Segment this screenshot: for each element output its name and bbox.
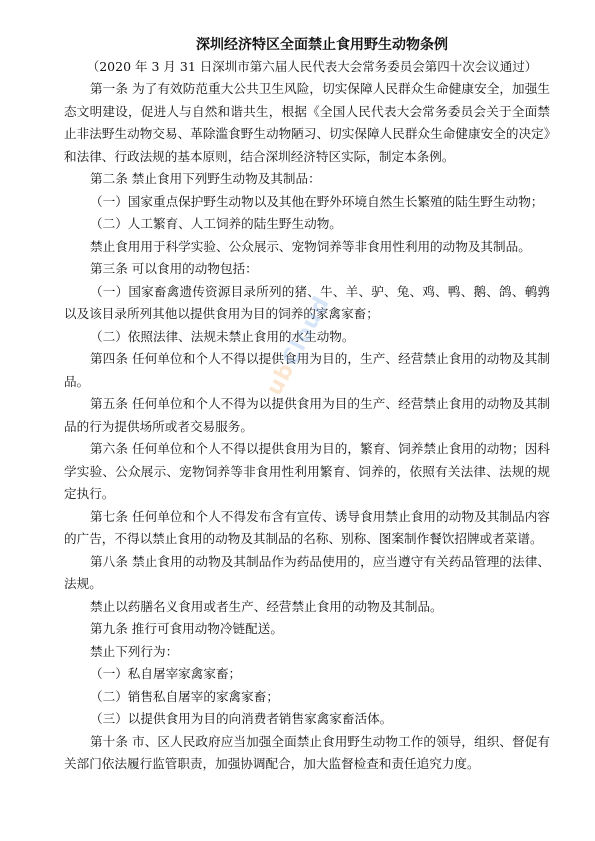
article-5: 第五条 任何单位和个人不得为以提供食用为目的生产、经营禁止食用的动物及其制品的行为提供场所或者交易服务。 <box>64 396 550 434</box>
watermark-text-a: ub <box>262 358 300 400</box>
article-2-clause: 禁止食用用于科学实验、公众展示、宠物饲养等非食用性利用的动物及其制品。 <box>90 238 531 254</box>
article-9-clause: 禁止下列行为： <box>90 643 179 659</box>
article-1: 第一条 为了有效防范重大公共卫生风险，切实保障人民群众生命健康安全，加强生态文明建设，促进人与自然和谐共生，根据《全国人民代表大会常务委员会关于全面禁止非法野生动物交易、革除滥食野生动物陋习、切实保障人民群众生命健康安全的决定》和法律、行政法规的基本原则，结合深圳经济特区实际，制定本条例。 <box>64 81 550 164</box>
article-9-item-2: （二）销售私自屠宰的家禽家畜； <box>90 688 279 704</box>
article-6: 第六条 任何单位和个人不得以提供食用为目的，繁育、饲养禁止食用的动物；因科学实验、公众展示、宠物饲养等非食用性利用繁育、饲养的，依照有关法律、法规的规定执行。 <box>64 441 550 501</box>
article-9-item-1: （一）私自屠宰家禽家畜； <box>90 666 242 681</box>
article-3-item-1: （一）国家畜禽遗传资源目录所列的猪、牛、羊、驴、兔、鸡、鸭、鹅、鸽、鹌鹑以及该目录所列其他以提供食用为目的饲养的家禽家畜； <box>64 283 550 321</box>
document-page <box>64 34 550 776</box>
article-4: 第四条 任何单位和个人不得以提供食用为目的，生产、经营禁止食用的动物及其制品。 <box>64 351 550 389</box>
article-8: 第八条 禁止食用的动物及其制品作为药品使用的，应当遵守有关药品管理的法律、法规。 <box>64 553 550 591</box>
article-9-item-3: （三）以提供食用为目的向消费者销售家禽家畜活体。 <box>90 711 393 726</box>
article-2-item-2: （二）人工繁育、人工饲养的陆生野生动物。 <box>90 216 342 231</box>
article-2-item-1: （一）国家重点保护野生动物以及其他在野外环境自然生长繁殖的陆生野生动物； <box>90 193 544 209</box>
article-8-clause: 禁止以药膳名义食用或者生产、经营禁止食用的动物及其制品。 <box>90 598 443 614</box>
watermark-text-b: Cloud <box>277 292 336 371</box>
article-9: 第九条 推行可食用动物冷链配送。 <box>90 621 283 636</box>
article-7: 第七条 任何单位和个人不得发布含有宣传、诱导食用禁止食用的动物及其制品内容的广告，不得以禁止食用的动物及其制品的名称、别称、图案制作餐饮招牌或者菜谱。 <box>64 508 550 546</box>
document-subtitle: （2020 年 3 月 31 日深圳市第六届人民代表大会常务委员会第四十次会议通过） <box>86 59 538 74</box>
document-title: 深圳经济特区全面禁止食用野生动物条例 <box>196 37 448 53</box>
article-10: 第十条 市、区人民政府应当加强全面禁止食用野生动物工作的领导，组织、督促有关部门依法履行监管职责，加强协调配合，加大监督检查和责任追究力度。 <box>64 733 550 771</box>
article-3-item-2: （二）依照法律、法规未禁止食用的水生动物。 <box>90 328 355 344</box>
article-2: 第二条 禁止食用下列野生动物及其制品： <box>90 171 321 186</box>
article-3: 第三条 可以食用的动物包括： <box>90 261 258 276</box>
